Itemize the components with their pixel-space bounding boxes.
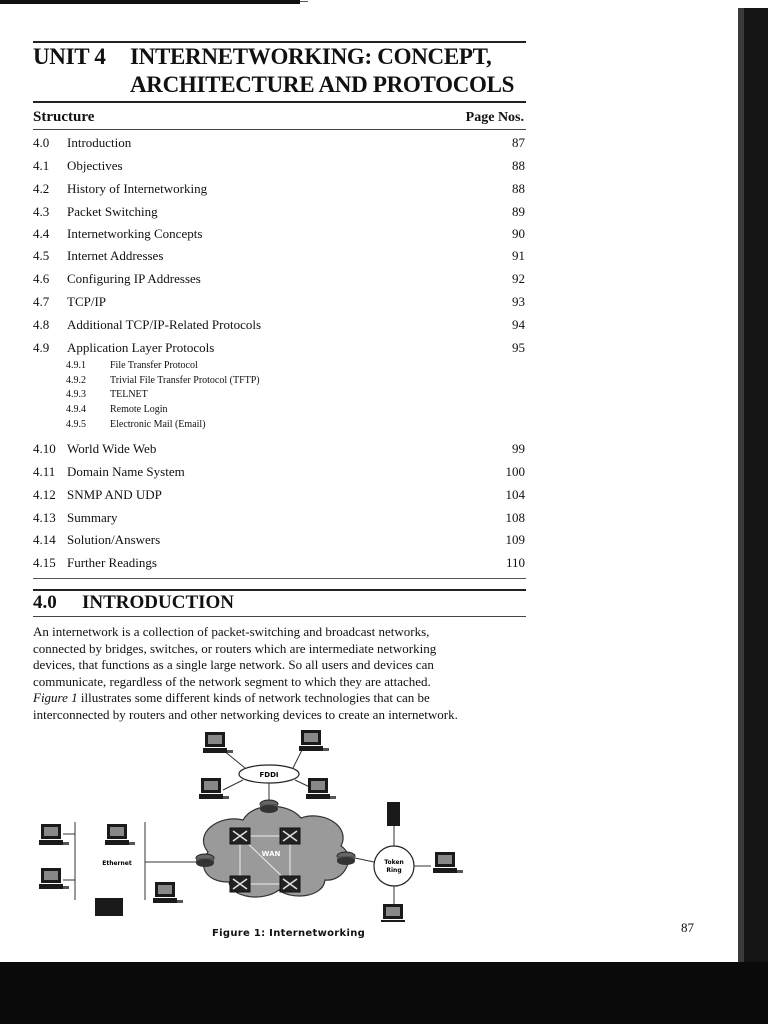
svg-text:Ethernet: Ethernet — [102, 860, 132, 867]
workstation-icon — [153, 882, 183, 903]
scan-top-edge — [0, 0, 300, 4]
token-ring — [355, 826, 431, 904]
unit-number: UNIT 4 — [33, 44, 106, 69]
figure-caption: Figure 1: Internetworking — [212, 928, 366, 939]
toc-entry[interactable]: 4.6 Configuring IP Addresses 92 — [33, 271, 525, 286]
wan-cloud — [203, 806, 348, 897]
para-line: An internetwork is a collection of packet-switching and broadcast networks, — [33, 624, 430, 639]
svg-text:Ring: Ring — [386, 867, 402, 874]
para-line: devices, that functions as a single large network. So all users and devices can — [33, 657, 434, 672]
workstation-icon — [39, 868, 69, 889]
router-icon — [196, 854, 214, 867]
workstation-icon — [299, 730, 329, 751]
intro-paragraph — [33, 624, 525, 723]
toc-entry[interactable]: 4.12 SNMP AND UDP 104 — [33, 487, 525, 502]
workstation-icon — [105, 824, 135, 845]
toc-entry[interactable]: 4.13 Summary 108 — [33, 510, 525, 525]
switch-icon — [280, 828, 300, 844]
toc-entry[interactable]: 4.3 Packet Switching 89 — [33, 204, 525, 219]
fddi-ring — [223, 748, 316, 802]
server-icon — [387, 802, 400, 826]
toc-entry[interactable]: 4.8 Additional TCP/IP-Related Protocols 94 — [33, 317, 525, 332]
toc-entry[interactable]: 4.2 History of Internetworking 88 — [33, 181, 525, 196]
router-icon — [260, 800, 278, 813]
para-line: Figure 1 illustrates some different kinds of network technologies that can be — [33, 690, 430, 705]
workstation-icon — [306, 778, 336, 799]
unit-title-line-1: INTERNETWORKING: CONCEPT, — [130, 44, 492, 69]
toc-entry[interactable]: 4.7 TCP/IP 93 — [33, 294, 525, 309]
section-number: 4.0 — [33, 592, 57, 613]
switch-icon — [280, 876, 300, 892]
workstation-icon — [433, 852, 463, 873]
svg-text:WAN: WAN — [261, 850, 281, 858]
workstation-icon — [203, 732, 233, 753]
switch-icon — [230, 828, 250, 844]
ethernet-segment — [63, 822, 197, 900]
toc-entry[interactable]: 4.0 Introduction 87 — [33, 135, 525, 150]
page-numbers-heading: Page Nos. — [465, 110, 524, 125]
unit-rule-bottom — [33, 101, 526, 103]
workstation-icon — [381, 904, 411, 922]
section-title: INTRODUCTION — [82, 592, 235, 613]
toc-entry[interactable]: 4.4 Internetworking Concepts 90 — [33, 226, 525, 241]
para-line: interconnected by routers and other networking devices to create an internetwork. — [33, 706, 458, 722]
structure-rule — [33, 129, 526, 130]
internetworking-diagram — [33, 722, 493, 922]
switch-icon — [230, 876, 250, 892]
section-rule-bottom — [33, 616, 526, 617]
router-icon — [337, 852, 355, 865]
printer-icon — [95, 898, 123, 916]
scan-right-edge-shade — [738, 8, 744, 963]
para-line: connected by bridges, switches, or routers which are intermediate networking — [33, 640, 437, 656]
scan-bottom-edge — [0, 962, 768, 1024]
toc-entry[interactable]: 4.11 Domain Name System 100 — [33, 464, 525, 479]
toc-entry[interactable]: 4.5 Internet Addresses 91 — [33, 248, 525, 263]
svg-text:Token: Token — [384, 859, 404, 866]
scan-top-edge-tail — [300, 1, 308, 2]
toc-entry[interactable]: 4.14 Solution/Answers 109 — [33, 532, 525, 547]
structure-heading: Structure — [33, 109, 95, 125]
toc-entry[interactable]: 4.15 Further Readings 110 — [33, 555, 525, 570]
figure-reference[interactable]: Figure 1 — [33, 690, 78, 705]
toc-rule — [33, 578, 526, 579]
svg-text:FDDI: FDDI — [259, 771, 279, 779]
toc-entry[interactable]: 4.9 Application Layer Protocols 95 — [33, 340, 525, 355]
unit-rule-top — [33, 41, 526, 43]
workstation-icon — [199, 778, 229, 799]
section-rule-top — [33, 589, 526, 591]
toc-entry[interactable]: 4.10 World Wide Web 99 — [33, 441, 525, 456]
para-line: communicate, regardless of the network segment to which they are attached. — [33, 673, 431, 689]
toc-entry[interactable]: 4.1 Objectives 88 — [33, 158, 525, 173]
page-number: 87 — [681, 920, 694, 935]
unit-title-line-2: ARCHITECTURE AND PROTOCOLS — [130, 72, 515, 97]
